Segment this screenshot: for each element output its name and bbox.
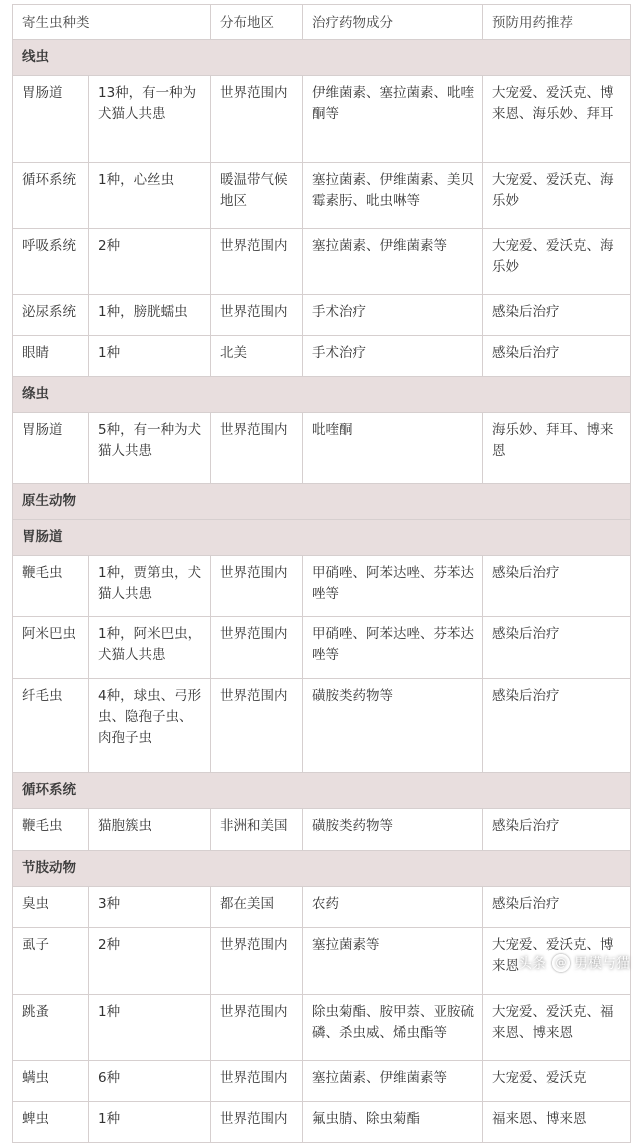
cell-species: 1种，阿米巴虫，犬猫人共患 xyxy=(89,617,211,679)
cell-region: 世界范围内 xyxy=(211,229,303,295)
cell-species: 1种，心丝虫 xyxy=(89,163,211,229)
cell-site: 蜱虫 xyxy=(13,1102,89,1143)
cell-treatment: 农药 xyxy=(303,887,483,928)
table-header-row xyxy=(13,5,631,40)
cell-site: 阿米巴虫 xyxy=(13,617,89,679)
cell-prevention: 福来恩、博来恩 xyxy=(483,1102,631,1143)
cell-species: 1种 xyxy=(89,1102,211,1143)
section-title: 线虫 xyxy=(13,40,631,76)
cell-treatment: 磺胺类药物等 xyxy=(303,679,483,773)
cell-species: 3种 xyxy=(89,887,211,928)
cell-species: 2种 xyxy=(89,928,211,995)
cell-treatment: 氟虫腈、除虫菊酯 xyxy=(303,1102,483,1143)
watermark-prefix: 头条 xyxy=(518,956,546,972)
cell-treatment: 塞拉菌素等 xyxy=(303,928,483,995)
section-title: 循环系统 xyxy=(13,773,631,809)
cell-site: 呼吸系统 xyxy=(13,229,89,295)
cell-treatment: 甲硝唑、阿苯达唑、芬苯达唑等 xyxy=(303,617,483,679)
cell-region: 暖温带气候地区 xyxy=(211,163,303,229)
table-row xyxy=(13,617,631,679)
cell-species: 1种，贾第虫，犬猫人共患 xyxy=(89,556,211,617)
cell-site: 泌尿系统 xyxy=(13,295,89,336)
cell-prevention: 大宠爱、爱沃克、博来恩、海乐妙、拜耳 xyxy=(483,76,631,163)
cell-treatment: 磺胺类药物等 xyxy=(303,809,483,851)
cell-prevention: 感染后治疗 xyxy=(483,295,631,336)
cell-region: 都在美国 xyxy=(211,887,303,928)
section-row xyxy=(13,773,631,809)
cell-prevention: 大宠爱、爱沃克 xyxy=(483,1061,631,1102)
cell-species: 4种，球虫、弓形虫、隐孢子虫、肉孢子虫 xyxy=(89,679,211,773)
cell-region: 世界范围内 xyxy=(211,295,303,336)
cell-species: 1种 xyxy=(89,995,211,1061)
cell-species: 1种 xyxy=(89,336,211,377)
table-row xyxy=(13,1102,631,1143)
cell-species: 1种，膀胱蠕虫 xyxy=(89,295,211,336)
table-row xyxy=(13,887,631,928)
cell-region: 世界范围内 xyxy=(211,1061,303,1102)
table-row xyxy=(13,295,631,336)
header-treatment: 治疗药物成分 xyxy=(303,5,483,40)
table-row xyxy=(13,995,631,1061)
cell-treatment: 塞拉菌素、伊维菌素、美贝霉素肟、吡虫啉等 xyxy=(303,163,483,229)
table-row xyxy=(13,163,631,229)
cell-treatment: 手术治疗 xyxy=(303,295,483,336)
cell-site: 纤毛虫 xyxy=(13,679,89,773)
cell-region: 世界范围内 xyxy=(211,1102,303,1143)
section-row xyxy=(13,484,631,520)
table-row xyxy=(13,336,631,377)
cell-prevention: 大宠爱、爱沃克、海乐妙 xyxy=(483,229,631,295)
cell-prevention: 感染后治疗 xyxy=(483,679,631,773)
cell-region: 非洲和美国 xyxy=(211,809,303,851)
cell-region: 世界范围内 xyxy=(211,928,303,995)
cell-region: 世界范围内 xyxy=(211,76,303,163)
cell-treatment: 甲硝唑、阿苯达唑、芬苯达唑等 xyxy=(303,556,483,617)
cell-region: 世界范围内 xyxy=(211,617,303,679)
cell-species: 5种，有一种为犬猫人共患 xyxy=(89,413,211,484)
cell-treatment: 吡喹酮 xyxy=(303,413,483,484)
cell-prevention: 感染后治疗 xyxy=(483,809,631,851)
cell-site: 循环系统 xyxy=(13,163,89,229)
cell-prevention: 感染后治疗 xyxy=(483,556,631,617)
cell-treatment: 塞拉菌素、伊维菌素等 xyxy=(303,1061,483,1102)
cell-site: 胃肠道 xyxy=(13,413,89,484)
cell-site: 鞭毛虫 xyxy=(13,809,89,851)
cell-region: 北美 xyxy=(211,336,303,377)
section-title: 原生动物 xyxy=(13,484,631,520)
cell-prevention: 感染后治疗 xyxy=(483,887,631,928)
table-row xyxy=(13,229,631,295)
cell-species: 猫胞簇虫 xyxy=(89,809,211,851)
cell-region: 世界范围内 xyxy=(211,556,303,617)
section-title: 绦虫 xyxy=(13,377,631,413)
table-row xyxy=(13,1061,631,1102)
cell-prevention: 大宠爱、爱沃克、海乐妙 xyxy=(483,163,631,229)
cell-prevention: 大宠爱、爱沃克、福来恩、博来恩 xyxy=(483,995,631,1061)
watermark xyxy=(518,953,630,973)
table-row xyxy=(13,809,631,851)
section-row xyxy=(13,40,631,76)
cell-treatment: 伊维菌素、塞拉菌素、吡喹酮等 xyxy=(303,76,483,163)
cell-site: 臭虫 xyxy=(13,887,89,928)
cell-site: 跳蚤 xyxy=(13,995,89,1061)
section-row xyxy=(13,520,631,556)
cell-site: 鞭毛虫 xyxy=(13,556,89,617)
cell-site: 胃肠道 xyxy=(13,76,89,163)
cell-site: 虱子 xyxy=(13,928,89,995)
table-row xyxy=(13,679,631,773)
table-row xyxy=(13,413,631,484)
cell-species: 6种 xyxy=(89,1061,211,1102)
section-title: 胃肠道 xyxy=(13,520,631,556)
table-row xyxy=(13,556,631,617)
cell-treatment: 除虫菊酯、胺甲萘、亚胺硫磷、杀虫威、烯虫酯等 xyxy=(303,995,483,1061)
cell-region: 世界范围内 xyxy=(211,995,303,1061)
cell-treatment: 手术治疗 xyxy=(303,336,483,377)
section-row xyxy=(13,851,631,887)
header-prevention: 预防用药推荐 xyxy=(483,5,631,40)
section-row xyxy=(13,377,631,413)
cell-species: 13种，有一种为犬猫人共患 xyxy=(89,76,211,163)
cell-prevention: 感染后治疗 xyxy=(483,336,631,377)
table-row xyxy=(13,76,631,163)
cell-region: 世界范围内 xyxy=(211,679,303,773)
section-title: 节肢动物 xyxy=(13,851,631,887)
cell-prevention: 海乐妙、拜耳、博来恩 xyxy=(483,413,631,484)
cell-prevention: 感染后治疗 xyxy=(483,617,631,679)
cell-site: 螨虫 xyxy=(13,1061,89,1102)
cell-region: 世界范围内 xyxy=(211,413,303,484)
watermark-author: 男模与猫 xyxy=(574,956,630,972)
header-region: 分布地区 xyxy=(211,5,303,40)
cell-prevention: 大宠爱、爱沃克、博来恩 xyxy=(483,928,631,995)
cell-site: 眼睛 xyxy=(13,336,89,377)
header-parasite-type: 寄生虫种类 xyxy=(13,5,211,40)
at-icon: @ xyxy=(552,954,570,972)
cell-treatment: 塞拉菌素、伊维菌素等 xyxy=(303,229,483,295)
cell-species: 2种 xyxy=(89,229,211,295)
